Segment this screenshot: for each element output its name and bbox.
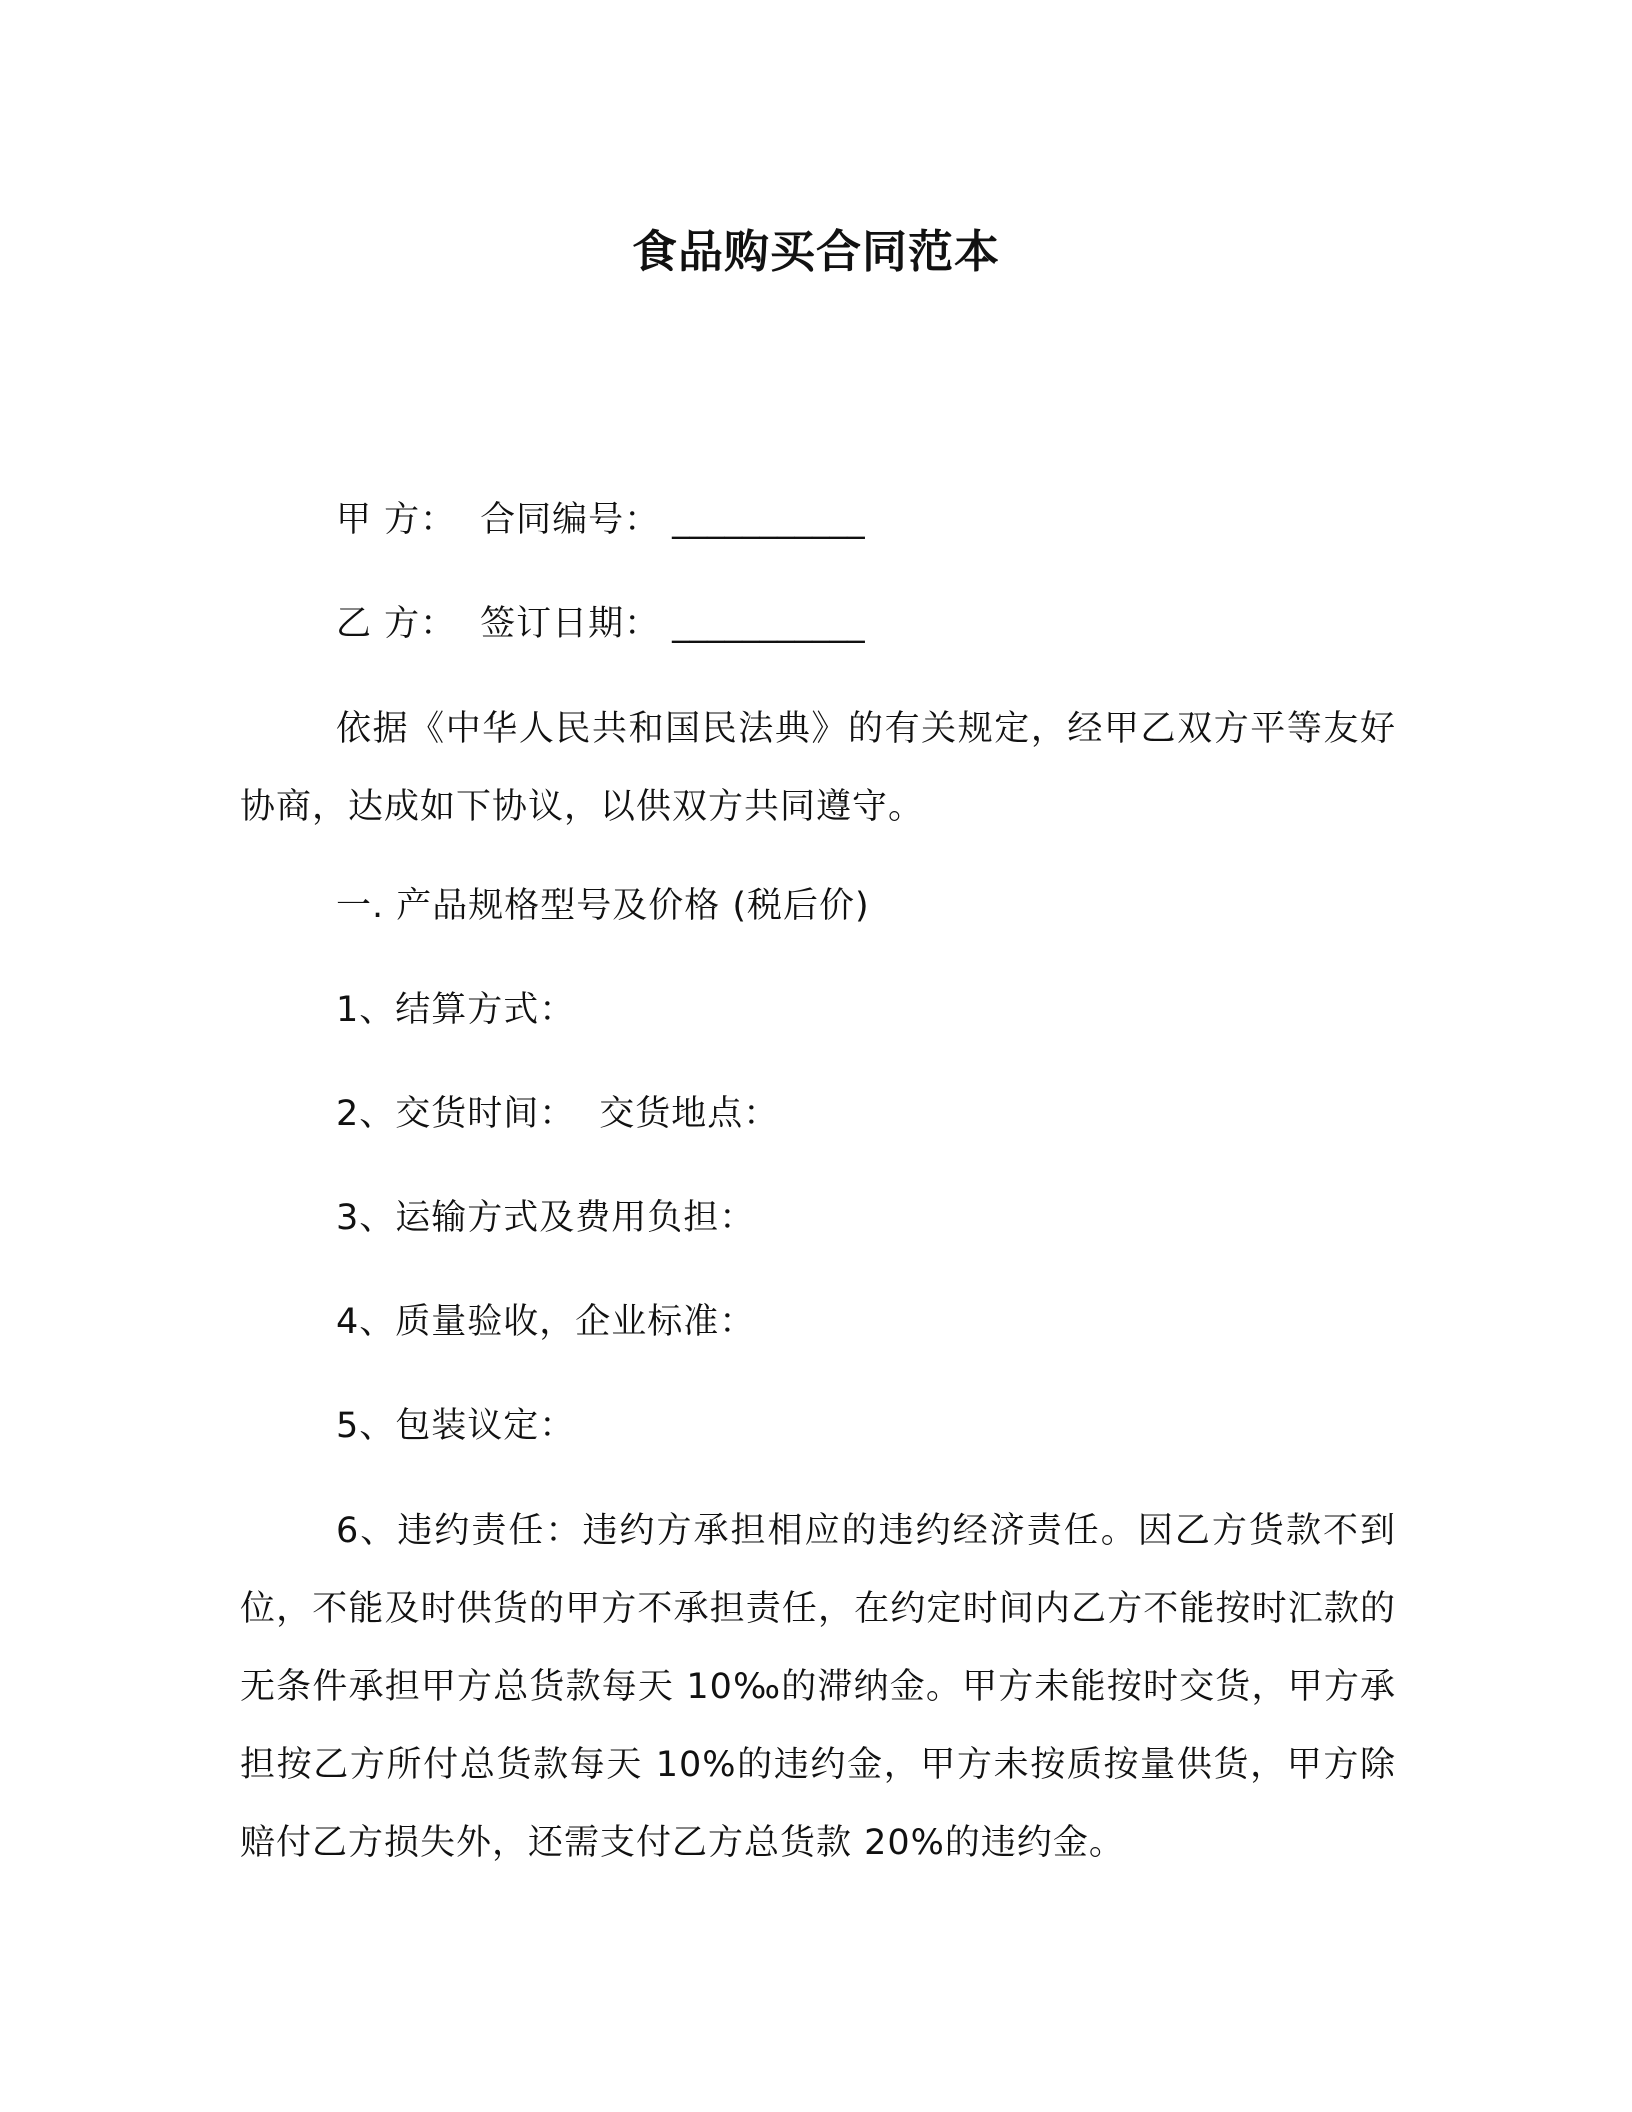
item-delivery-place: 交货地点： (599, 1094, 780, 1134)
contract-number-blank: ___________ (672, 500, 865, 540)
section-1-heading: 一. 产品规格型号及价格 (税后价) (336, 886, 870, 926)
sign-date-blank: ___________ (672, 604, 865, 644)
item-delivery-time: 2、交货时间： (336, 1094, 576, 1134)
contract-number-label: 合同编号： (480, 500, 661, 540)
party-a-line (336, 496, 865, 544)
item-quality: 4、质量验收，企业标准： (336, 1302, 756, 1342)
item-transport: 3、运输方式及费用负担： (336, 1198, 756, 1238)
item-packaging: 5、包装议定： (336, 1406, 576, 1446)
party-b-line (336, 600, 865, 648)
item-delivery-line (336, 1090, 779, 1138)
intro-paragraph: 依据《中华人民共和国民法典》的有关规定，经甲乙双方平等友好协商，达成如下协议，以供双方共同遵守。 (240, 709, 1396, 827)
party-b-label: 乙 方： (336, 604, 457, 644)
item-breach-liability: 6、违约责任：违约方承担相应的违约经济责任。因乙方货款不到位，不能及时供货的甲方不承担责任，在约定时间内乙方不能按时汇款的无条件承担甲方总货款每天 10‰的滞纳金。甲方未能按时交货，甲方承担按乙方所付总货款每天 10%的违约金，甲方未按质按量供货，甲方除赔付乙方损失外，还需支付乙方总货款 20%的违约金。 (240, 1511, 1396, 1863)
document-title: 食品购买合同范本 (631, 225, 1000, 278)
party-a-label: 甲 方： (336, 500, 457, 540)
sign-date-label: 签订日期： (480, 604, 661, 644)
item-settlement: 1、结算方式： (336, 990, 576, 1030)
